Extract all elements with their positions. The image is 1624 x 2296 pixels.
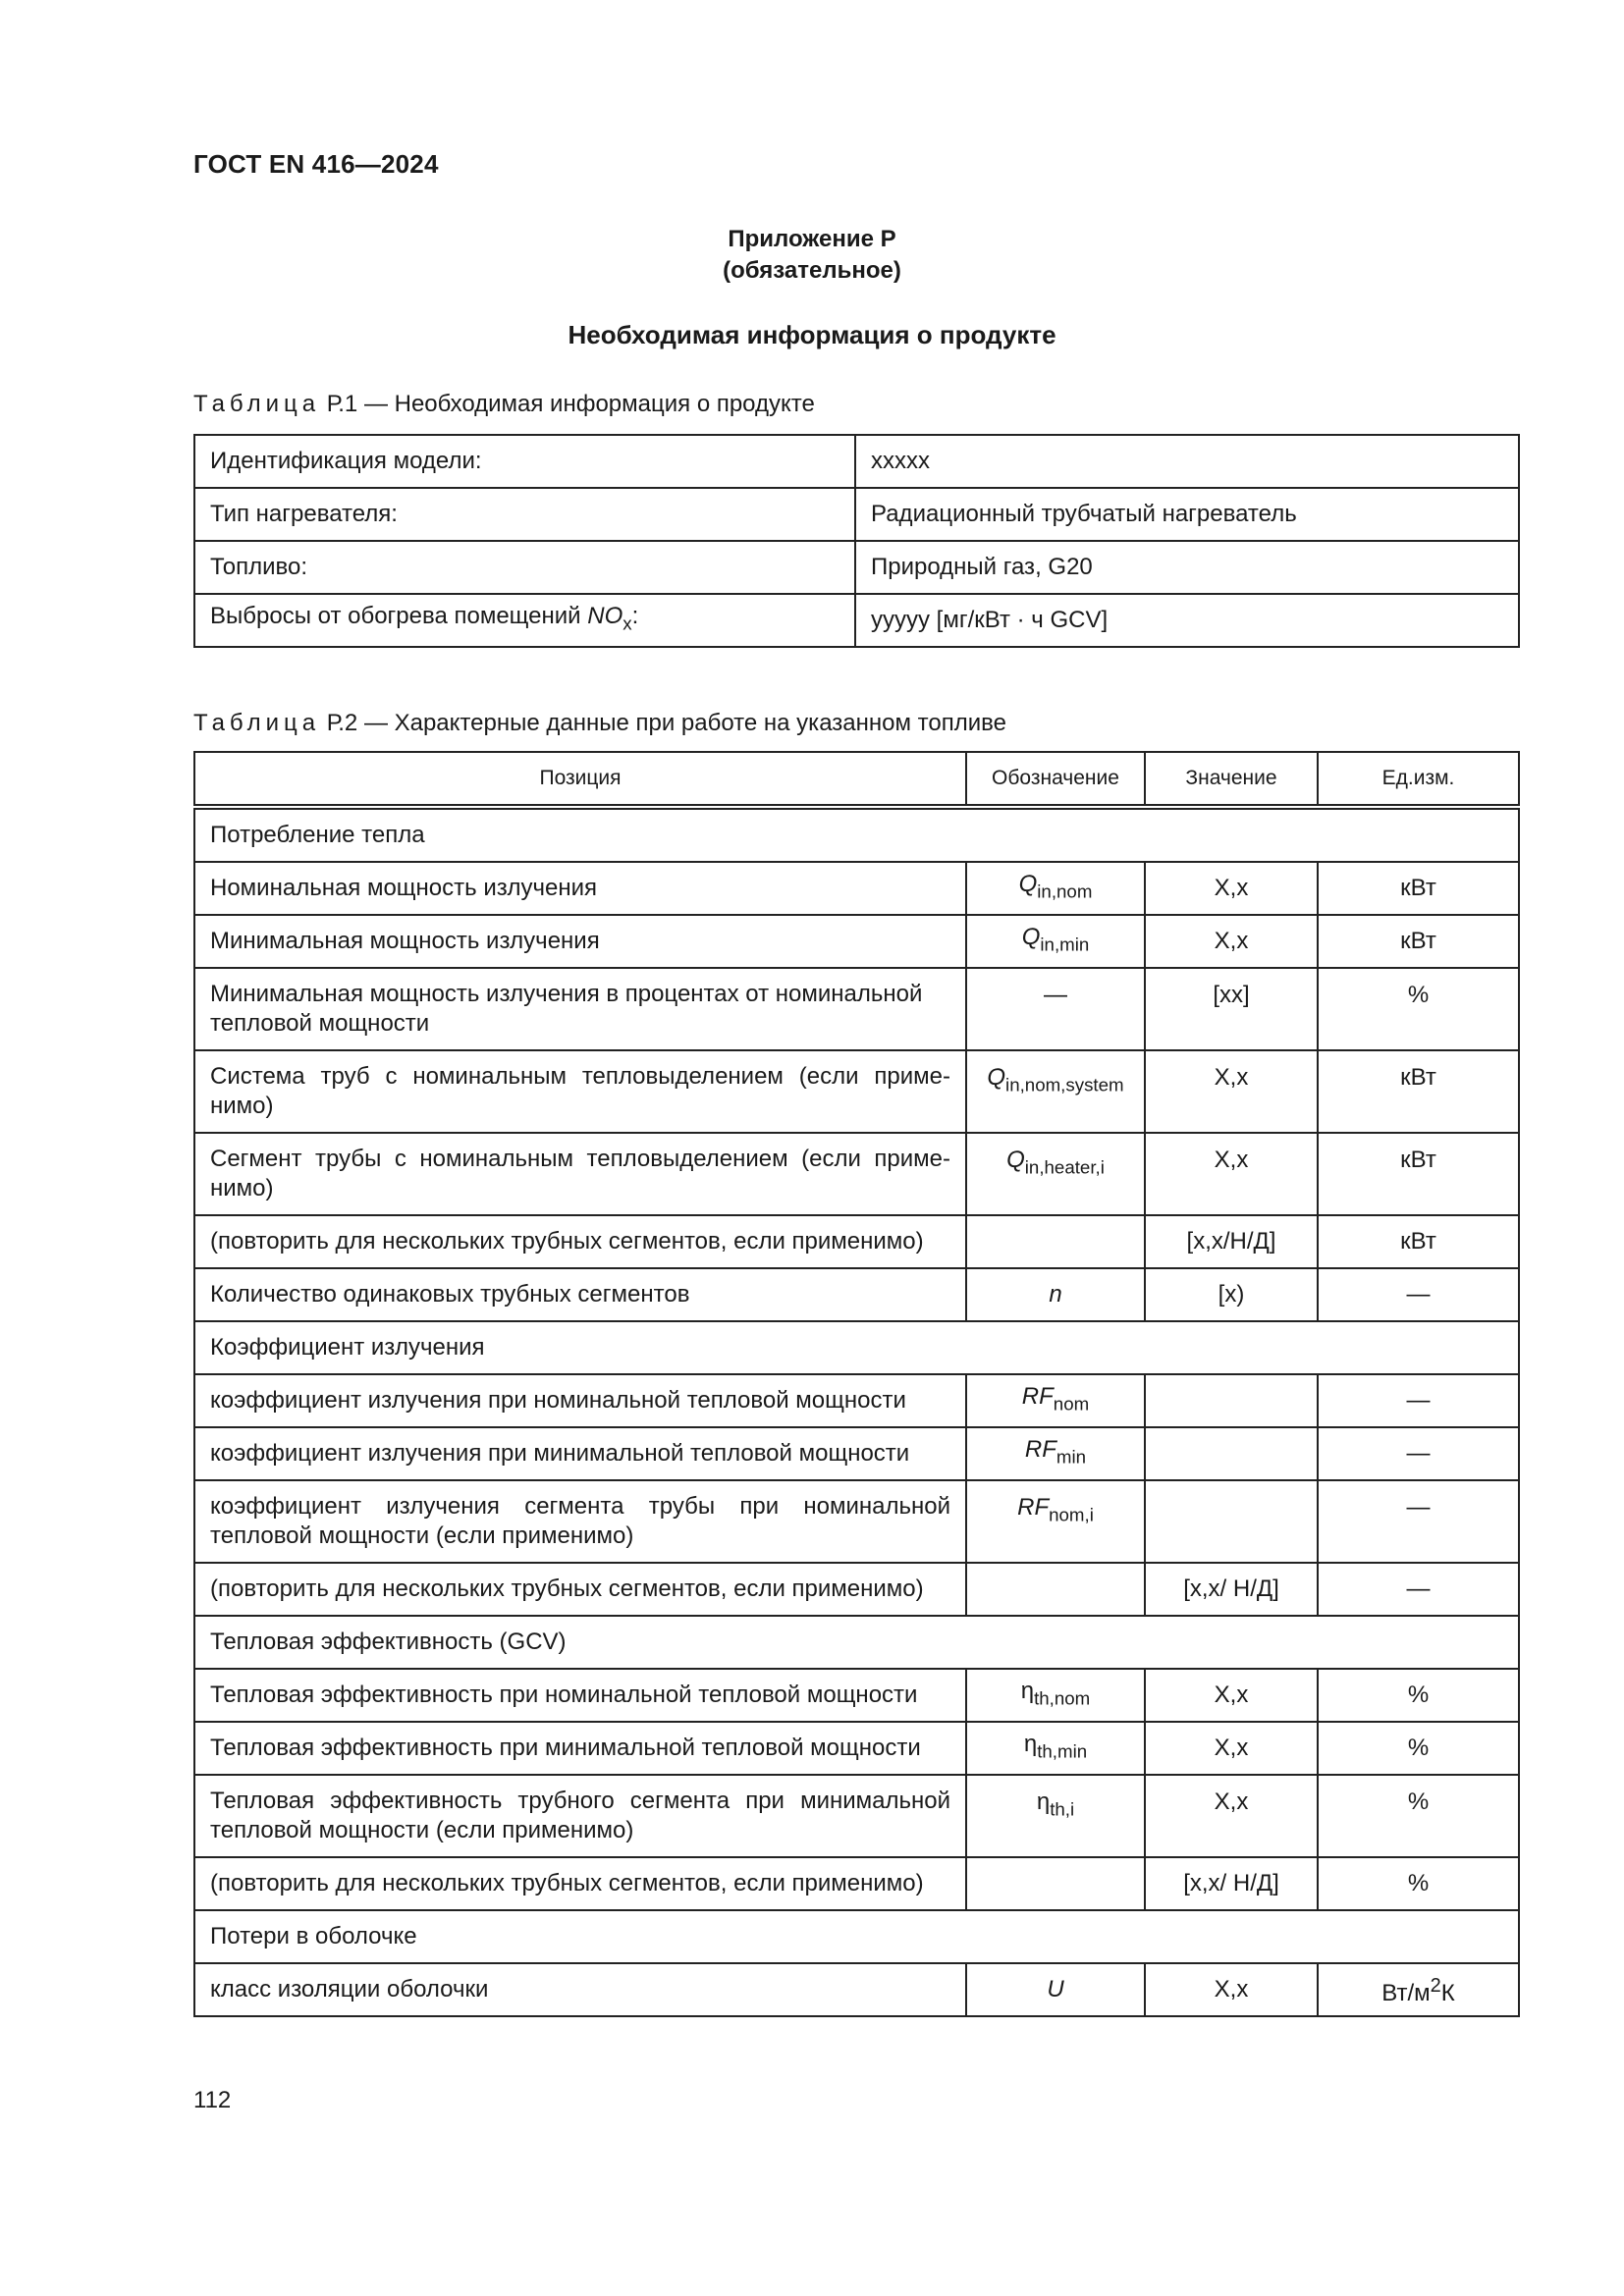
table1-caption xyxy=(193,391,815,418)
nox-symbol: NO xyxy=(587,603,623,630)
symbol-main: U xyxy=(1047,1976,1064,2002)
row-value: X,x xyxy=(1145,1775,1318,1857)
row-value: X,x xyxy=(1145,1133,1318,1215)
row-label: Минимальная мощность излучения в процентах от номинальной тепловой мощности xyxy=(194,968,966,1050)
row-label: Тепловая эффективность трубного сегмента при минимальной тепловой мощности (если применимо) xyxy=(194,1775,966,1857)
row-label: Тепловая эффективность при номинальной тепловой мощности xyxy=(194,1669,966,1722)
row-symbol xyxy=(966,1427,1145,1480)
section-title: Тепловая эффективность (GCV) xyxy=(194,1616,1519,1669)
table-row xyxy=(194,862,1519,915)
row-value xyxy=(1145,1427,1318,1480)
nox-subscript: x xyxy=(623,613,632,634)
table1-caption-text: Р.1 — Необходимая информация о продукте xyxy=(326,391,815,417)
row-unit: — xyxy=(1318,1427,1519,1480)
row-label: коэффициент излучения при номинальной тепловой мощности xyxy=(194,1374,966,1427)
row-symbol xyxy=(966,1268,1145,1321)
row-value: [xx] xyxy=(1145,968,1318,1050)
row-label: класс изоляции оболочки xyxy=(194,1963,966,2016)
row-label: коэффициент излучения при минимальной тепловой мощности xyxy=(194,1427,966,1480)
fuel-value: Природный газ, G20 xyxy=(855,541,1519,594)
row-symbol xyxy=(966,1669,1145,1722)
row-symbol xyxy=(966,1775,1145,1857)
symbol-subscript: th,nom xyxy=(1034,1687,1091,1709)
row-unit: кВт xyxy=(1318,1050,1519,1133)
table-row xyxy=(194,1050,1519,1133)
symbol-main: η xyxy=(1036,1789,1051,1815)
row-label: (повторить для нескольких трубных сегментов, если применимо) xyxy=(194,1857,966,1910)
row-label: (повторить для нескольких трубных сегментов, если применимо) xyxy=(194,1215,966,1268)
symbol-subscript: in,min xyxy=(1040,934,1090,955)
row-value: X,x xyxy=(1145,1050,1318,1133)
table2-caption-text: Р.2 — Характерные данные при работе на указанном топливе xyxy=(326,710,1006,736)
nox-emissions-value: yyyyy [мг/кВт · ч GCV] xyxy=(855,594,1519,647)
table-row xyxy=(194,968,1519,1050)
row-symbol xyxy=(966,1133,1145,1215)
row-label: (повторить для нескольких трубных сегментов, если применимо) xyxy=(194,1563,966,1616)
section-row xyxy=(194,1910,1519,1963)
row-unit: % xyxy=(1318,1857,1519,1910)
fuel-label: Топливо: xyxy=(194,541,855,594)
symbol-main: RF xyxy=(1017,1494,1050,1521)
symbol-subscript: in,heater,i xyxy=(1024,1156,1105,1178)
heater-type-label: Тип нагревателя: xyxy=(194,488,855,541)
model-id-value: xxxxx xyxy=(855,435,1519,488)
symbol-main: η xyxy=(1020,1678,1035,1705)
nox-label-tail: : xyxy=(631,603,639,630)
model-id-label: Идентификация модели: xyxy=(194,435,855,488)
annex-title: Приложение Р xyxy=(728,226,896,252)
row-label: Количество одинаковых трубных сегментов xyxy=(194,1268,966,1321)
symbol-main: RF xyxy=(1021,1383,1054,1411)
row-symbol xyxy=(966,1215,1145,1268)
row-unit: кВт xyxy=(1318,1133,1519,1215)
table-row xyxy=(194,1268,1519,1321)
row-symbol xyxy=(966,915,1145,968)
row-label: Номинальная мощность излучения xyxy=(194,862,966,915)
table-row xyxy=(194,1374,1519,1427)
row-label: Минимальная мощность излучения xyxy=(194,915,966,968)
table-row xyxy=(194,1722,1519,1775)
symbol-subscript: th,min xyxy=(1037,1740,1088,1762)
row-symbol xyxy=(966,1563,1145,1616)
nox-label-text: Выбросы от обогрева помещений xyxy=(210,603,588,630)
symbol-main: Q xyxy=(1021,924,1041,951)
row-value: [x,x/ Н/Д] xyxy=(1145,1857,1318,1910)
table-row xyxy=(194,1669,1519,1722)
table2-caption xyxy=(193,710,1006,737)
heater-type-value: Радиационный трубчатый нагреватель xyxy=(855,488,1519,541)
page-number: 112 xyxy=(193,2087,232,2113)
section-row xyxy=(194,1616,1519,1669)
row-symbol xyxy=(966,1050,1145,1133)
table-row xyxy=(194,1480,1519,1563)
symbol-main: Q xyxy=(1018,871,1038,898)
symbol-subscript: nom xyxy=(1053,1393,1090,1415)
row-label: коэффициент излучения сегмента трубы при номинальной тепловой мощности (если применимо) xyxy=(194,1480,966,1563)
table-row xyxy=(194,1215,1519,1268)
row-symbol xyxy=(966,1480,1145,1563)
table-row xyxy=(194,1775,1519,1857)
symbol-main: RF xyxy=(1024,1436,1056,1464)
row-label: Тепловая эффективность при минимальной тепловой мощности xyxy=(194,1722,966,1775)
table-row xyxy=(194,541,1519,594)
row-unit xyxy=(1318,1963,1519,2016)
row-value: X,x xyxy=(1145,1963,1318,2016)
symbol-main: η xyxy=(1023,1731,1038,1758)
row-unit: — xyxy=(1318,1563,1519,1616)
symbol-main: Q xyxy=(987,1064,1006,1091)
annex-status: (обязательное) xyxy=(723,257,901,284)
row-unit: % xyxy=(1318,1669,1519,1722)
table-row xyxy=(194,1133,1519,1215)
row-unit: кВт xyxy=(1318,915,1519,968)
row-unit: кВт xyxy=(1318,862,1519,915)
row-unit: — xyxy=(1318,1374,1519,1427)
document-code: ГОСТ EN 416—2024 xyxy=(193,149,439,179)
symbol-subscript: in,nom xyxy=(1037,881,1093,902)
section-title: Потребление тепла xyxy=(194,807,1519,862)
table2-caption-prefix: Таблица xyxy=(193,710,321,736)
row-unit: % xyxy=(1318,1775,1519,1857)
section-title: Потери в оболочке xyxy=(194,1910,1519,1963)
row-value xyxy=(1145,1480,1318,1563)
product-info-table xyxy=(193,434,1520,648)
row-symbol xyxy=(966,1374,1145,1427)
row-unit: — xyxy=(1318,1268,1519,1321)
row-symbol xyxy=(966,862,1145,915)
row-unit: — xyxy=(1318,1480,1519,1563)
table-header-row xyxy=(194,752,1519,807)
row-symbol xyxy=(966,1722,1145,1775)
symbol-subscript: nom,i xyxy=(1049,1504,1094,1525)
section-row xyxy=(194,807,1519,862)
row-value: X,x xyxy=(1145,862,1318,915)
row-value xyxy=(1145,1374,1318,1427)
table-row xyxy=(194,435,1519,488)
table-row xyxy=(194,1427,1519,1480)
symbol-subscript: th,i xyxy=(1050,1798,1075,1820)
row-symbol: — xyxy=(966,968,1145,1050)
unit-tail: К xyxy=(1440,1980,1455,2006)
table-row xyxy=(194,488,1519,541)
symbol-subscript: min xyxy=(1056,1446,1087,1468)
section-title: Коэффициент излучения xyxy=(194,1321,1519,1374)
header-symbol: Обозначение xyxy=(966,752,1145,807)
unit-superscript: 2 xyxy=(1430,1975,1441,1997)
symbol-subscript: in,nom,system xyxy=(1005,1074,1124,1095)
annex-heading: Необходимая информация о продукте xyxy=(568,320,1056,349)
row-label: Система труб с номинальным тепловыделением (если применимо) xyxy=(194,1050,966,1133)
characteristic-data-table xyxy=(193,751,1520,2017)
row-unit: % xyxy=(1318,968,1519,1050)
header-value: Значение xyxy=(1145,752,1318,807)
row-value: [x,x/ Н/Д] xyxy=(1145,1563,1318,1616)
unit-main: Вт/м xyxy=(1381,1980,1431,2006)
row-value: X,x xyxy=(1145,915,1318,968)
row-symbol xyxy=(966,1857,1145,1910)
row-value: [x,x/Н/Д] xyxy=(1145,1215,1318,1268)
row-unit: кВт xyxy=(1318,1215,1519,1268)
table-row xyxy=(194,1857,1519,1910)
table1-caption-prefix: Таблица xyxy=(193,391,321,417)
row-value: X,x xyxy=(1145,1669,1318,1722)
row-symbol xyxy=(966,1963,1145,2016)
nox-emissions-label xyxy=(194,594,855,647)
row-label: Сегмент трубы с номинальным тепловыделением (если применимо) xyxy=(194,1133,966,1215)
row-value: [x) xyxy=(1145,1268,1318,1321)
table-row xyxy=(194,1563,1519,1616)
row-value: X,x xyxy=(1145,1722,1318,1775)
header-position: Позиция xyxy=(194,752,966,807)
table-row xyxy=(194,594,1519,647)
symbol-main: Q xyxy=(1006,1147,1025,1173)
section-row xyxy=(194,1321,1519,1374)
table-row xyxy=(194,915,1519,968)
header-unit: Ед.изм. xyxy=(1318,752,1519,807)
symbol-main: n xyxy=(1049,1281,1062,1308)
row-unit: % xyxy=(1318,1722,1519,1775)
table-row xyxy=(194,1963,1519,2016)
